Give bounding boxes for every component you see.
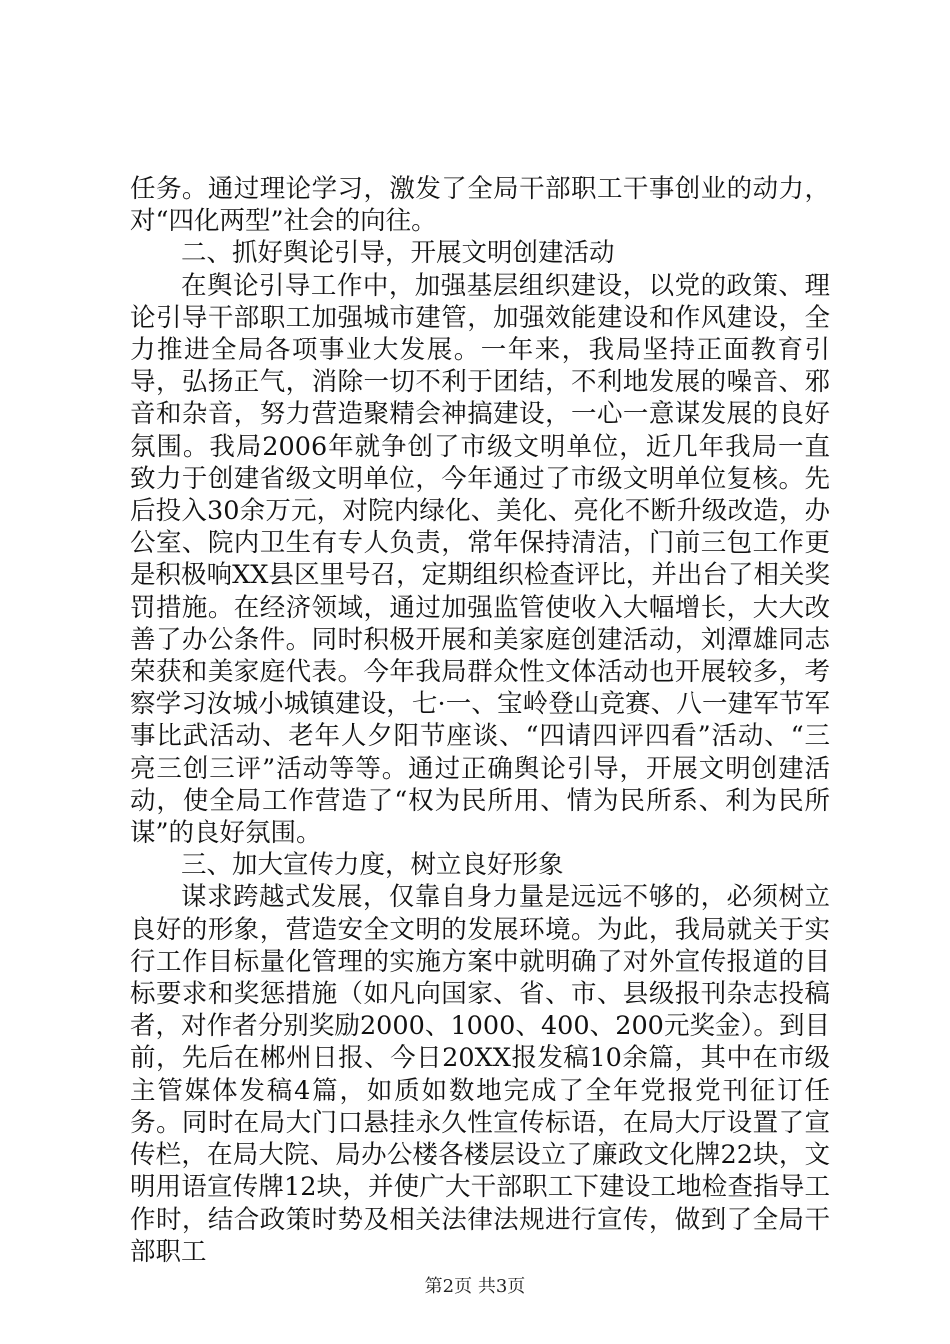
document-body [130, 173, 830, 1268]
paragraph-continuation: 任务。通过理论学习，激发了全局干部职工干事创业的动力，对“四化两型”社会的向往。 [130, 174, 830, 237]
page-number-footer: 第2页 共3页 [424, 1276, 526, 1297]
section-heading-2: 二、抓好舆论引导，开展文明创建活动 [181, 238, 615, 269]
section-heading-3: 三、加大宣传力度，树立良好形象 [181, 850, 564, 881]
paragraph-public-opinion: 在舆论引导工作中，加强基层组织建设，以党的政策、理论引导干部职工加强城市建管，加强效能建设和作风建设，全力推进全局各项事业大发展。一年来，我局坚持正面教育引导，弘扬正气，消除一切不利于团结，不利地发展的噪音、邪音和杂音，努力营造聚精会神搞建设，一心一意谋发展的良好氛围。我局2006年就争创了市级文明单位，近几年我局一直致力于创建省级文明单位，今年通过了市级文明单位复核。先后投入30余万元，对院内绿化、美化、亮化不断升级改造，办公室、院内卫生有专人负责，常年保持清洁，门前三包工作更是积极响XX县区里号召，定期组织检查评比，并出台了相关奖罚措施。在经济领域，通过加强监管使收入大幅增长，大大改善了办公条件。同时积极开展和美家庭创建活动，刘潭雄同志荣获和美家庭代表。今年我局群众性文体活动也开展较多，考察学习汝城小城镇建设，七·一、宝岭登山竞赛、八一建军节军事比武活动、老年人夕阳节座谈、“四请四评四看”活动、“三亮三创三评”活动等等。通过正确舆论引导，开展文明创建活动，使全局工作营造了“权为民所用、情为民所系、利为民所谋”的良好氛围。 [130, 270, 830, 849]
paragraph-publicity: 谋求跨越式发展，仅靠自身力量是远远不够的，必须树立良好的形象，营造安全文明的发展环境。为此，我局就关于实行工作目标量化管理的实施方案中就明确了对外宣传报道的目标要求和奖惩措施（如凡向国家、省、市、县级报刊杂志投稿者，对作者分别奖励2000、1000、400、200元奖金）。到目前，先后在郴州日报、今日20XX报发稿10余篇，其中在市级主管媒体发稿4篇，如质如数地完成了全年党报党刊征订任务。同时在局大门口悬挂永久性宣传标语，在局大厅设置了宣传栏，在局大院、局办公楼各楼层设立了廉政文化牌22块，文明用语宣传牌12块，并使广大干部职工下建设工地检查指导工作时，结合政策时势及相关法律法规进行宣传，做到了全局干部职工 [130, 882, 830, 1267]
